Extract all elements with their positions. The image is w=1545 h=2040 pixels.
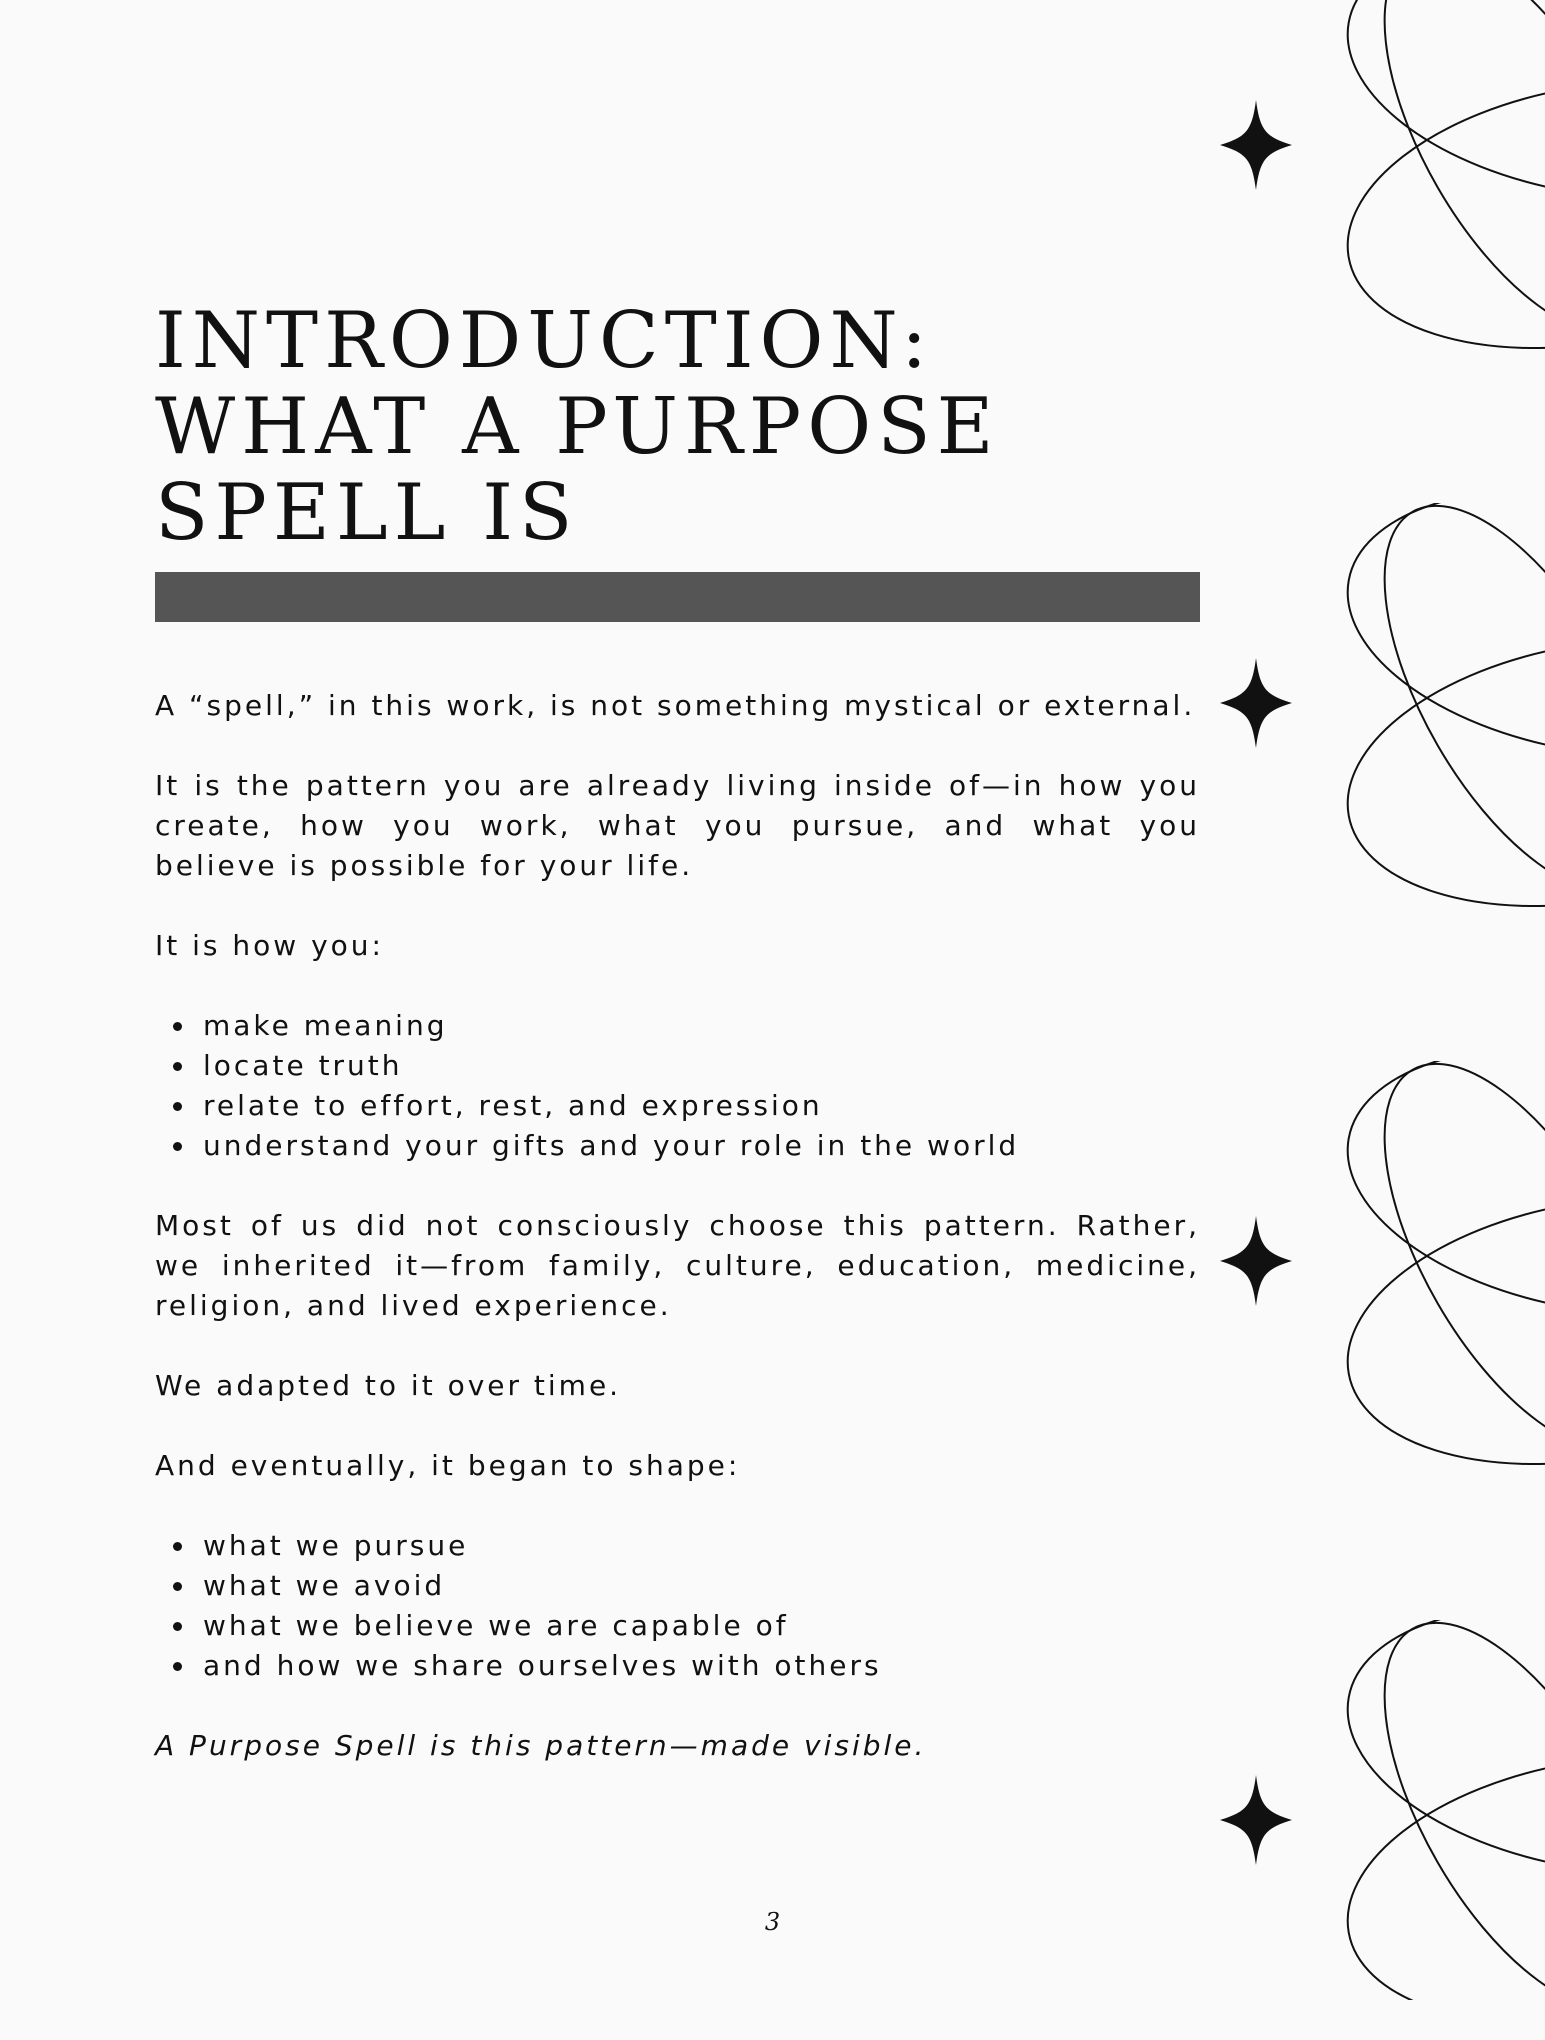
paragraph: Most of us did not consciously choose this pattern. Rather, we inherited it—from family, culture, education, medicine, religion, and lived experience. xyxy=(155,1209,1200,1322)
title-underline-bar xyxy=(155,572,1200,622)
paragraph: And eventually, it began to shape: xyxy=(155,1449,741,1482)
orbit-star-icon xyxy=(1200,1620,1545,2040)
bullet-list xyxy=(155,1006,1200,1166)
orbit-star-icon xyxy=(1200,503,1545,923)
list-item: understand your gifts and your role in the world xyxy=(203,1126,1200,1166)
paragraph: It is the pattern you are already living inside of—in how you create, how you work, what you pursue, and what you believe is possible for your life. xyxy=(155,769,1200,882)
bullet-list xyxy=(155,1526,1200,1686)
list-item: locate truth xyxy=(203,1046,1200,1086)
body-text xyxy=(155,686,1200,1806)
orbit-star-icon xyxy=(1200,0,1545,365)
list-item: relate to effort, rest, and expression xyxy=(203,1086,1200,1126)
list-item: what we avoid xyxy=(203,1566,1200,1606)
orbit-star-icon xyxy=(1200,1061,1545,1481)
list-item: what we pursue xyxy=(203,1526,1200,1566)
list-item: what we believe we are capable of xyxy=(203,1606,1200,1646)
title-line: INTRODUCTION: xyxy=(155,296,934,386)
title-line: WHAT A PURPOSE xyxy=(155,382,1000,472)
title-line: SPELL IS xyxy=(155,468,579,558)
page-title xyxy=(155,298,1155,556)
list-item: make meaning xyxy=(203,1006,1200,1046)
paragraph: A “spell,” in this work, is not something mystical or external. xyxy=(155,689,1196,722)
closing-statement: A Purpose Spell is this pattern—made visible. xyxy=(155,1729,927,1762)
paragraph: We adapted to it over time. xyxy=(155,1369,622,1402)
paragraph: It is how you: xyxy=(155,929,384,962)
page-number: 3 xyxy=(764,1908,781,1936)
list-item: and how we share ourselves with others xyxy=(203,1646,1200,1686)
